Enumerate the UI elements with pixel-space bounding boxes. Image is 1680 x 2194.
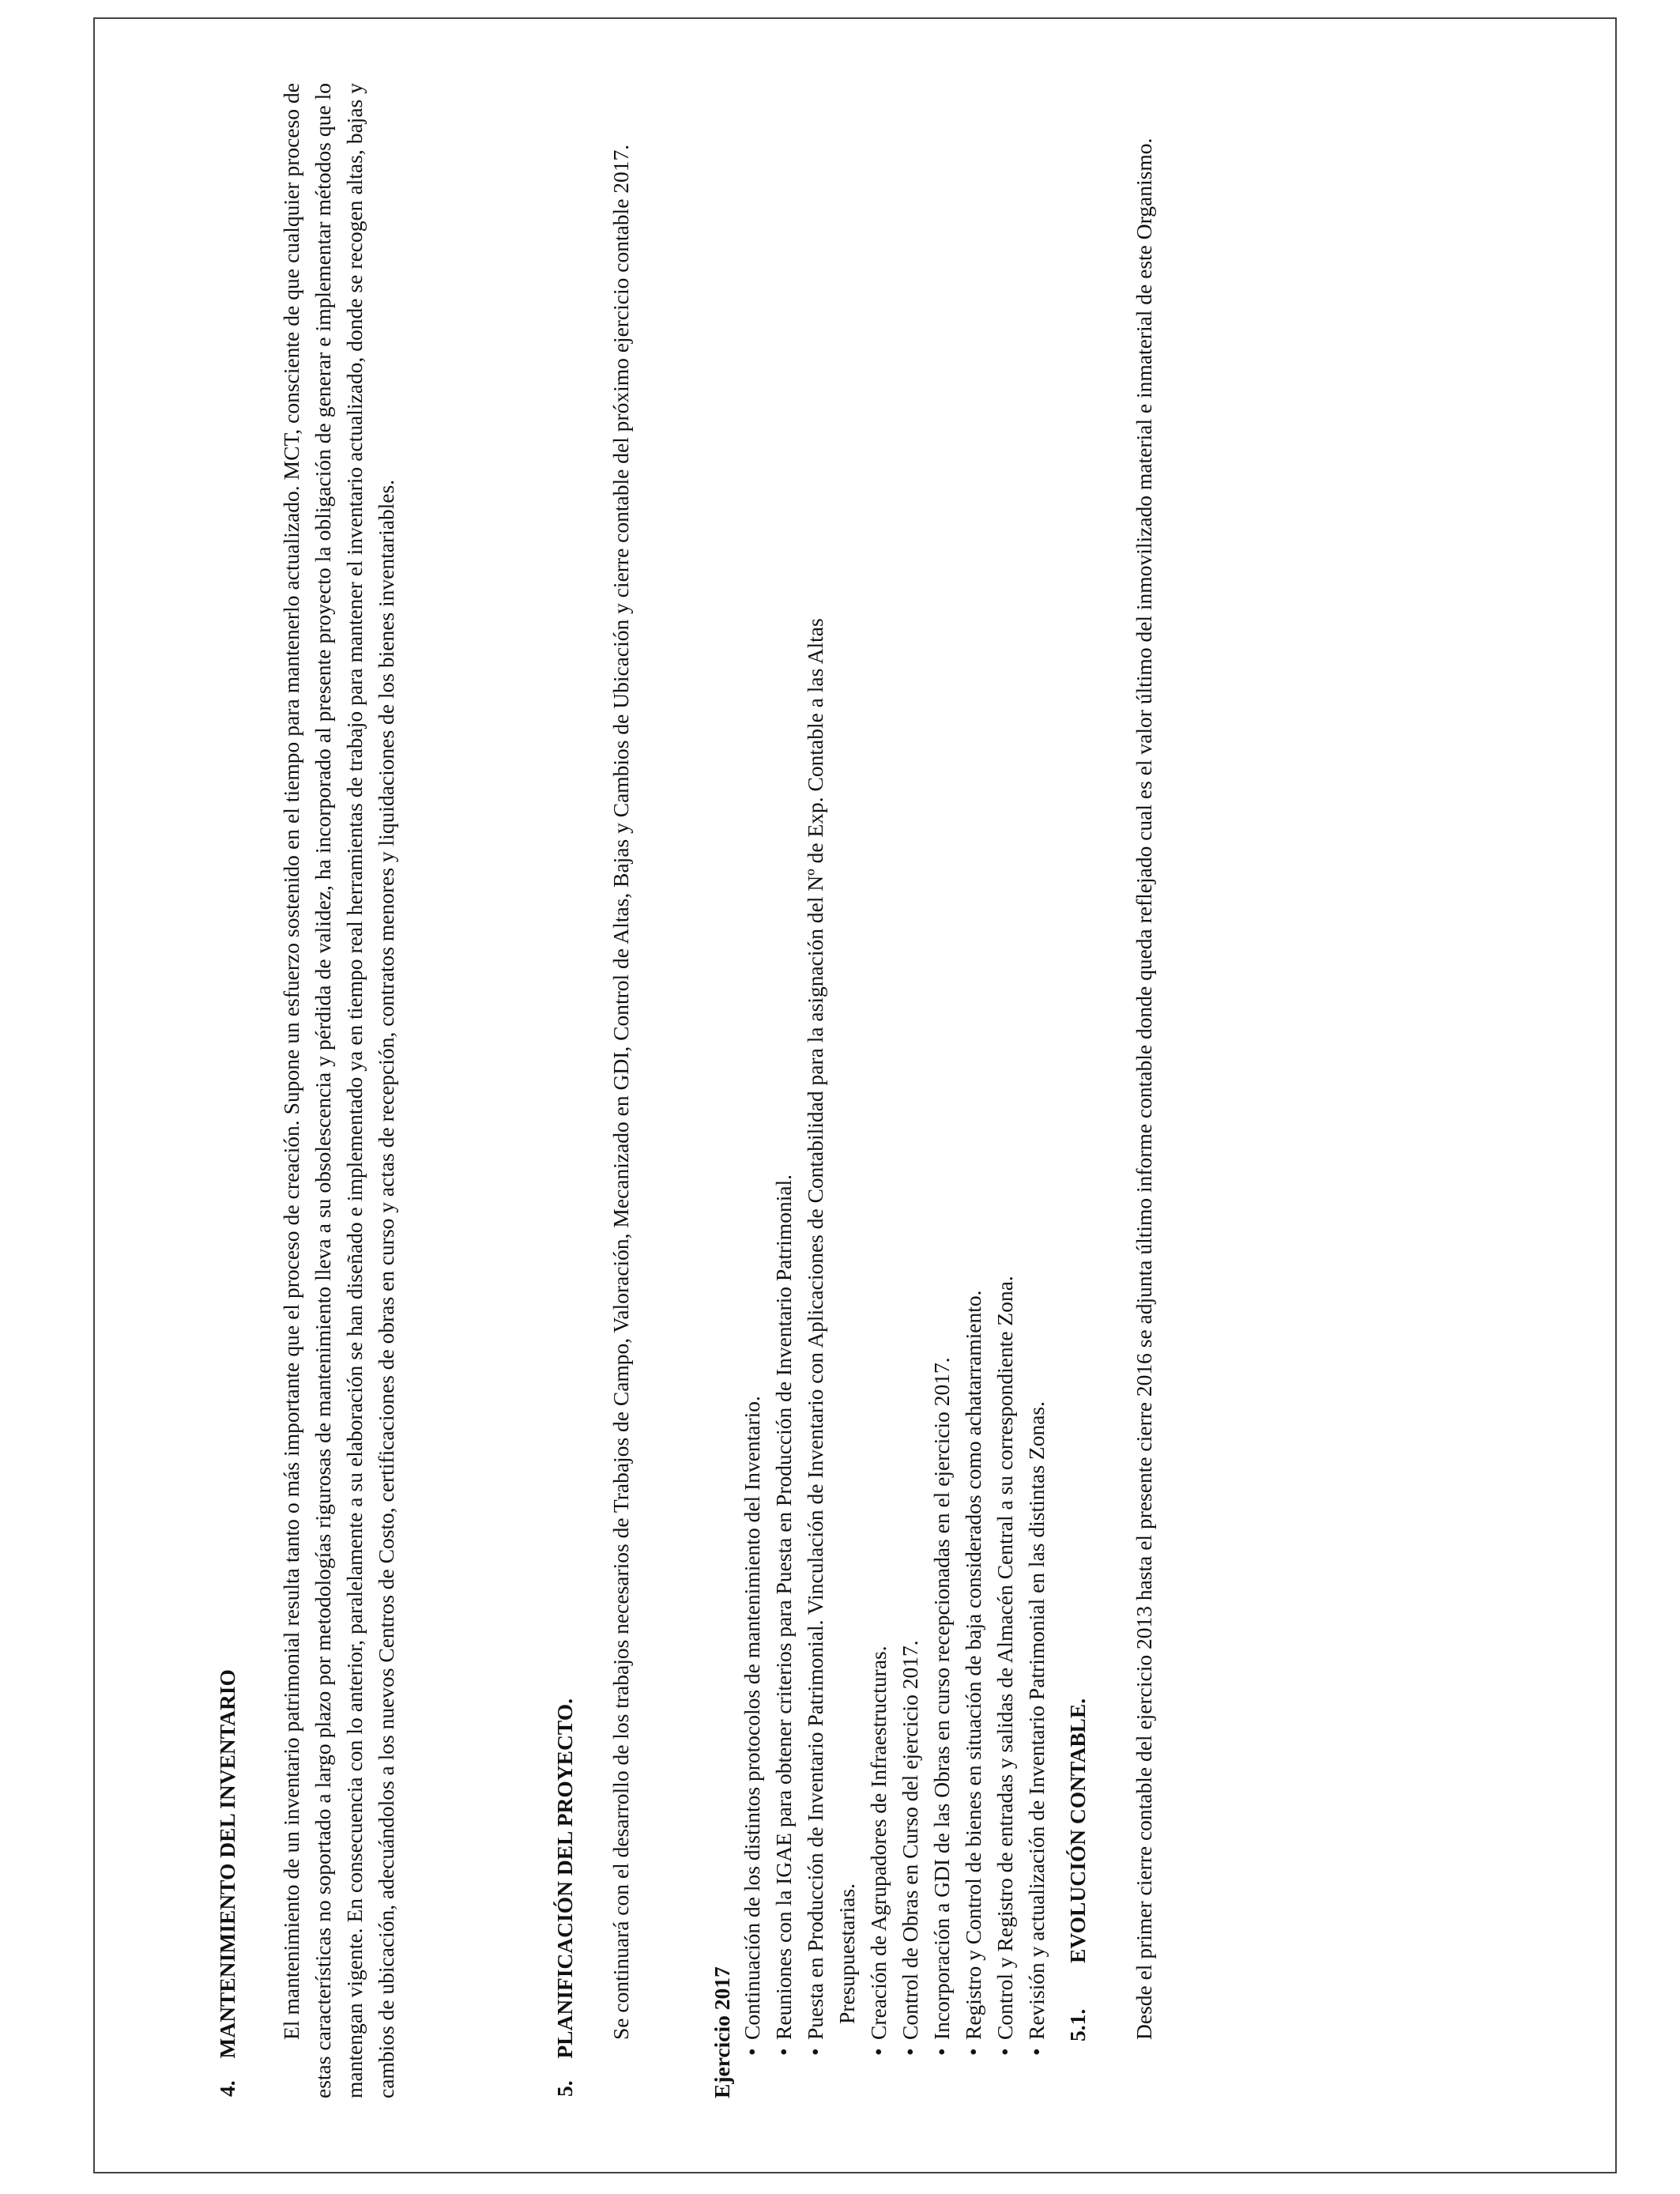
section-5-1-paragraph: Desde el primer cierre contable del ejercicio 2013 hasta el presente cierre 2016 se adjunta último informe contable donde queda reflejado cual es el valor último del inmovilizado material e inmaterial de este Organismo. [1132,138,1156,2040]
section-5-title: PLANIFICACIÓN DEL PROYECTO. [552,1698,577,2059]
section-5-1-body [1128,83,1160,2098]
bullet-item: • Incorporación a GDI de las Obras en curso recepcionadas en el ejercicio 2017. [926,159,958,2056]
bullet-item: • Control y Registro de entradas y salidas de Almacén Central a su correspondiente Zona. [989,159,1021,2056]
ejercicio-2017-heading: Ejercicio 2017 [710,1966,734,2098]
section-5-paragraph: Se continuará con el desarrollo de los trabajos necesarios de Trabajos de Campo, Valoración, Mecanizado en GDI, Control de Altas, Bajas y Cambios de Ubicación y cierre contable del próximo ejercicio contable 2017. [608,144,633,2040]
bullet-item: • Creación de Agrupadores de Infraestructuras. [863,159,895,2056]
subsection-ejercicio [706,83,738,2098]
bullet-item: • Control de Obras en Curso del ejercicio 2017. [895,159,926,2056]
section-5-1-number: 5.1. [1065,2008,1090,2041]
bullet-continuation: Presupuestarias. [834,1883,859,2024]
section-4-heading [212,83,243,2098]
bullet-item: • Revisión y actualización de Inventario Patrimonial en las distintas Zonas. [1021,159,1053,2056]
section-4-body [276,83,402,2098]
bullet-item: • Continuación de los distintos protocolos de mantenimiento del Inventario. [736,159,768,2056]
rotated-page-content [212,83,1508,2098]
section-5-1-title: EVOLUCIÓN CONTABLE. [1065,1698,1090,1963]
section-4 [212,83,243,2098]
section-5-heading [549,83,581,2098]
bullet-item: • Reuniones con la IGAE para obtener criterios para Puesta en Producción de Inventario Patrimonial. [768,159,800,2056]
bullet-item: • Registro y Control de bienes en situación de baja considerados como achatarramiento. [958,159,989,2056]
bullet-item: • Puesta en Producción de Inventario Patrimonial. Vinculación de Inventario con Aplicaciones de Contabilidad para la asignación del Nº de Exp. Contable a las Altas [800,159,831,2056]
section-5 [549,83,581,2098]
section-4-paragraph: El mantenimiento de un inventario patrimonial resulta tanto o más importante que el proceso de creación. Supone un esfuerzo sostenido en el tiempo para mantenerlo actualizado. MCT, consciente de que cualquier proceso de estas características no soportado a largo plazo por metodologías rigurosas de mantenimiento lleva a su obsolescencia y pérdida de validez, ha incorporado al presente proyecto la obligación de generar e implementar métodos que lo mantengan vigente. En consecuencia con lo anterior, paralelamente a su elaboración se han diseñado e implementado ya en tiempo real herramientas de trabajo para mantener el inventario actualizado, donde se recogen altas, bajas y cambios de ubicación, adecuándolos a los nuevos Centros de Costo, certificaciones de obras en curso y actas de recepción, contratos menores y liquidaciones de los bienes inventariables. [279,83,398,2098]
ejercicio-2017-bullets [736,159,831,2056]
bullet-list-container [736,159,1053,2056]
section-5-number: 5. [552,2080,577,2097]
section-4-number: 4. [215,2080,239,2097]
ejercicio-2017-bullets-cont [863,159,1053,2056]
section-5-1-heading [1062,26,1094,2041]
section-5-body [605,83,637,2098]
section-5-1 [1062,26,1094,2041]
section-4-title: MANTENIMIENTO DEL INVENTARIO [215,1669,239,2059]
